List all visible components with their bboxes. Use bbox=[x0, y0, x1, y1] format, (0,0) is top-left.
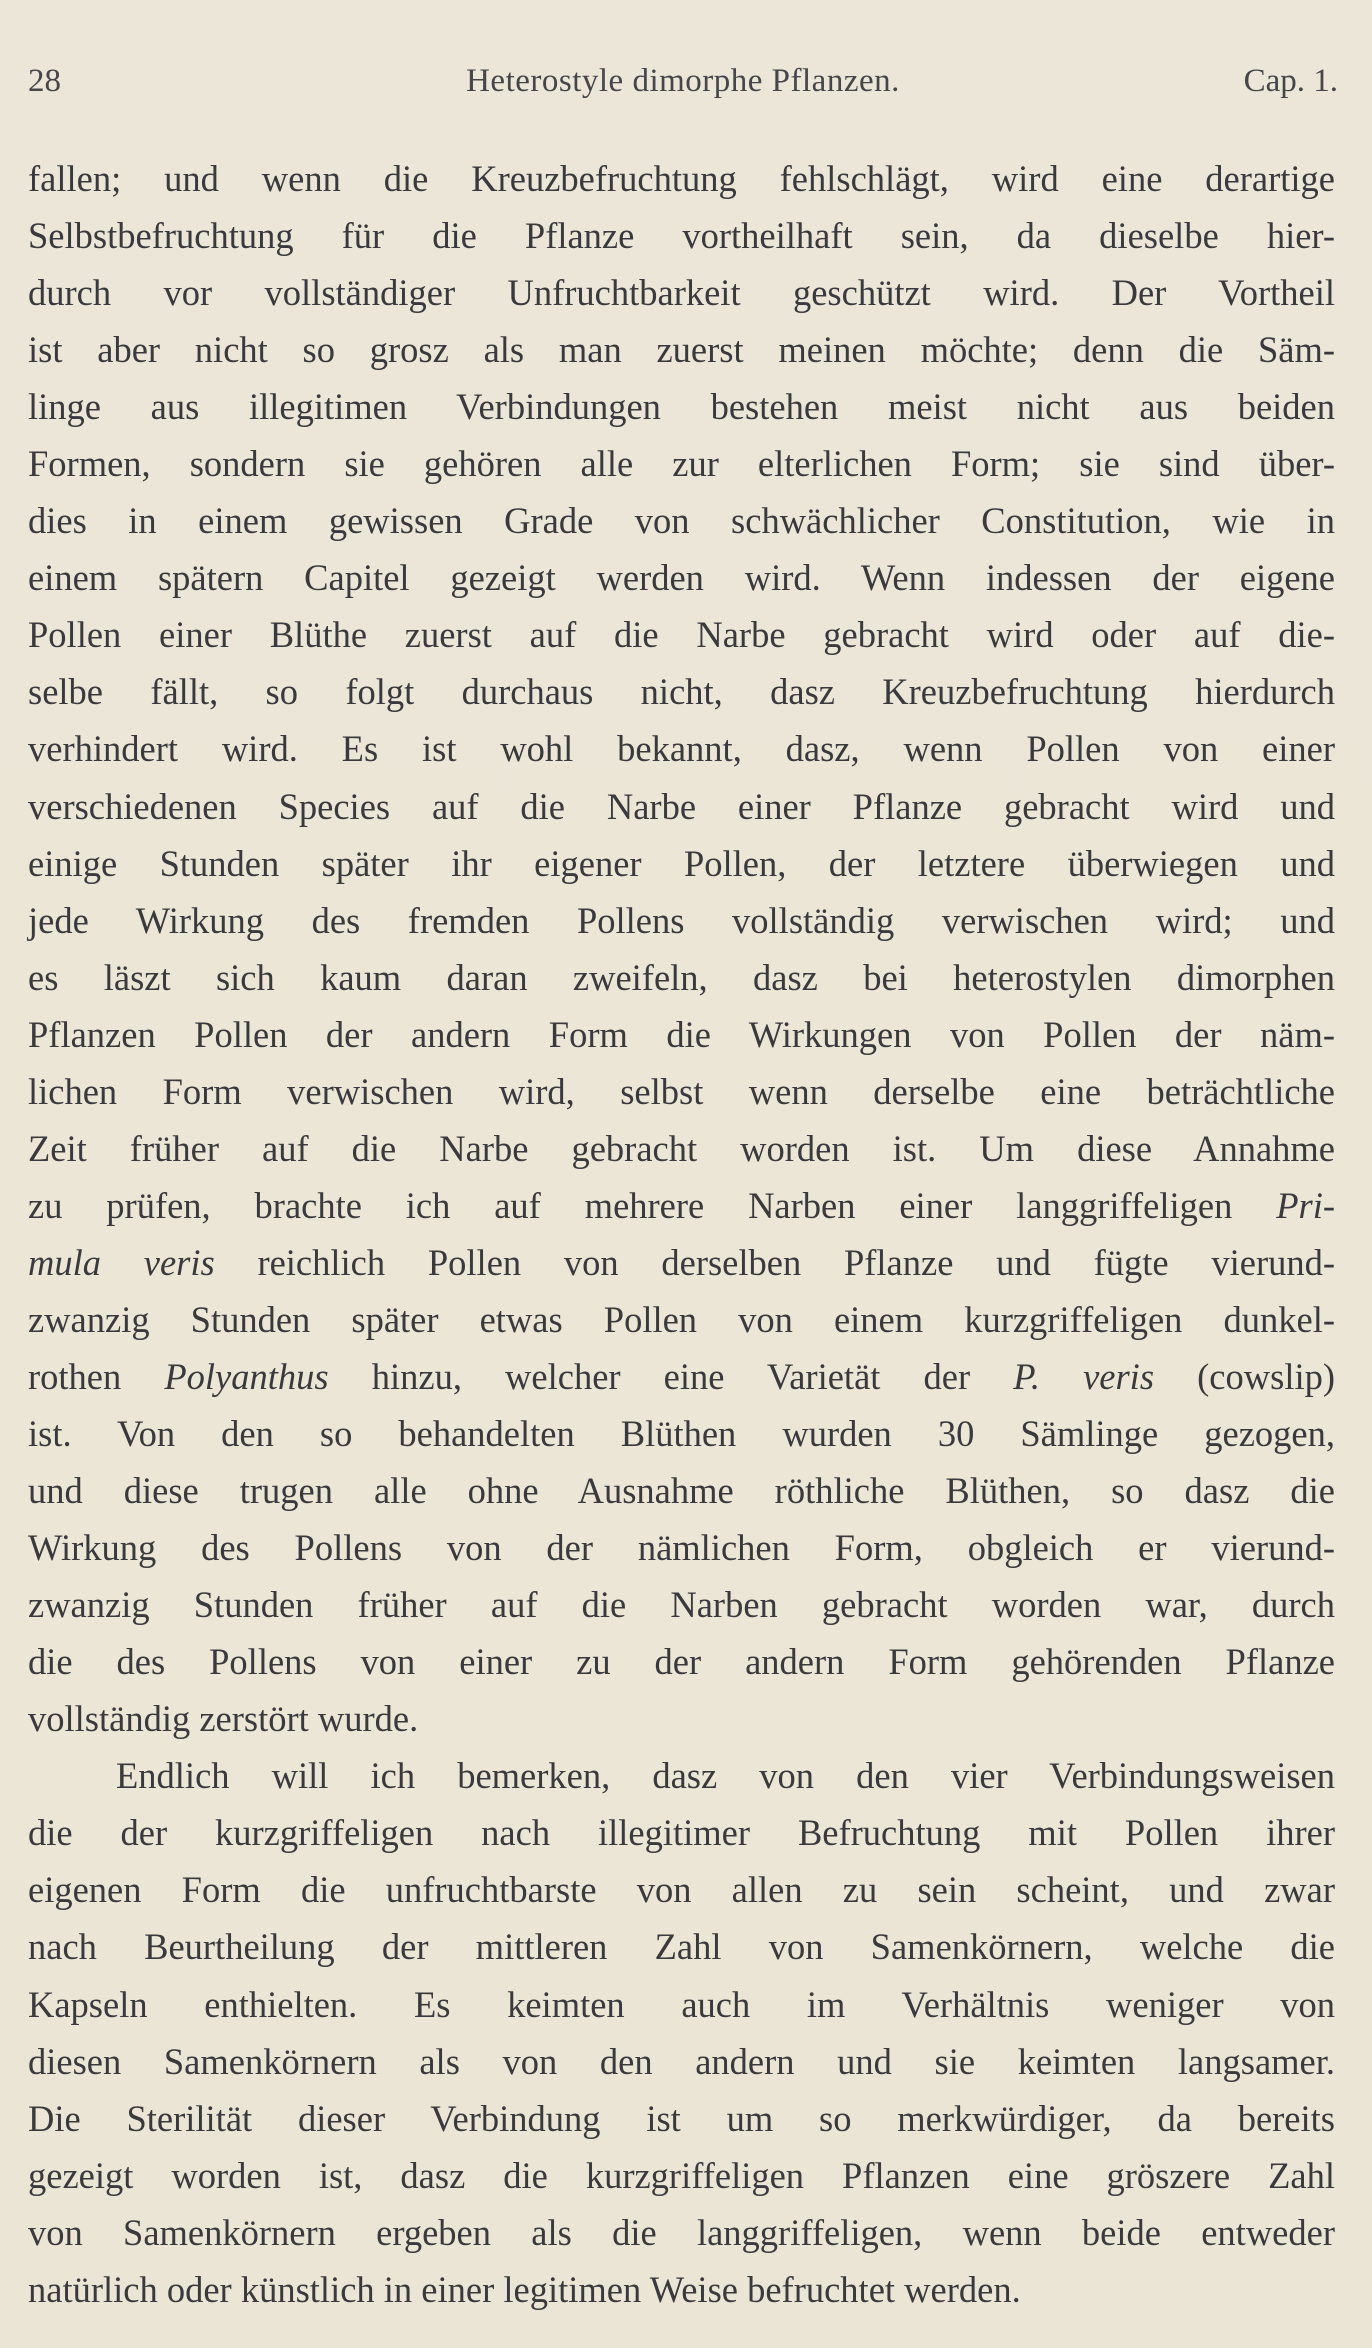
text-segment: reichlich Pollen von derselben Pflanze und fügte vierund- bbox=[214, 1241, 1336, 1283]
italic-term: P. veris bbox=[1013, 1355, 1155, 1397]
text-line: ist aber nicht so grosz als man zuerst meinen möchte; denn die Säm- bbox=[28, 329, 1335, 371]
text-line: natürlich oder künstlich in einer legitimen Weise befruchtet werden. bbox=[28, 2268, 1021, 2310]
body-text bbox=[28, 150, 1335, 2318]
text-line: Endlich will ich bemerken, dasz von den vier Verbindungsweisen bbox=[116, 1755, 1335, 1797]
page-header bbox=[28, 56, 1338, 106]
chapter-label: Cap. 1. bbox=[1243, 63, 1338, 99]
text-line: eigenen Form die unfruchtbarste von allen zu sein scheint, und zwar bbox=[28, 1869, 1335, 1911]
text-line: ist. Von den so behandelten Blüthen wurden 30 Sämlinge gezogen, bbox=[28, 1413, 1335, 1455]
text-line: dies in einem gewissen Grade von schwächlicher Constitution, wie in bbox=[28, 500, 1335, 542]
text-line: Kapseln enthielten. Es keimten auch im Verhältnis weniger von bbox=[28, 1983, 1335, 2025]
text-line: von Samenkörnern ergeben als die langgriffeligen, wenn beide entweder bbox=[28, 2211, 1335, 2253]
text-line: jede Wirkung des fremden Pollens vollständig verwischen wird; und bbox=[28, 899, 1335, 941]
text-line bbox=[28, 1348, 1335, 1405]
text-line: diesen Samenkörnern als von den andern und sie keimten langsamer. bbox=[28, 2040, 1335, 2082]
text-line: einige Stunden später ihr eigener Pollen, der letztere überwiegen und bbox=[28, 842, 1335, 884]
text-line: vollständig zerstört wurde. bbox=[28, 1698, 419, 1740]
text-line: verhindert wird. Es ist wohl bekannt, dasz, wenn Pollen von einer bbox=[28, 728, 1335, 770]
text-line: Wirkung des Pollens von der nämlichen Form, obgleich er vierund- bbox=[28, 1527, 1335, 1569]
text-line: durch vor vollständiger Unfruchtbarkeit geschützt wird. Der Vortheil bbox=[28, 272, 1335, 314]
text-segment: hinzu, welcher eine Varietät der bbox=[328, 1355, 1014, 1397]
text-line: lichen Form verwischen wird, selbst wenn derselbe eine beträchtliche bbox=[28, 1070, 1335, 1112]
text-line: linge aus illegitimen Verbindungen bestehen meist nicht aus beiden bbox=[28, 386, 1335, 428]
text-segment: rothen bbox=[28, 1355, 165, 1397]
text-segment: (cowslip) bbox=[1154, 1355, 1336, 1397]
text-line: zwanzig Stunden später etwas Pollen von einem kurzgriffeligen dunkel- bbox=[28, 1298, 1335, 1340]
text-line: Pflanzen Pollen der andern Form die Wirkungen von Pollen der näm- bbox=[28, 1013, 1335, 1055]
text-line: Die Sterilität dieser Verbindung ist um so merkwürdiger, da bereits bbox=[28, 2097, 1335, 2139]
italic-term: mula veris bbox=[28, 1241, 215, 1283]
text-line: nach Beurtheilung der mittleren Zahl von Samenkörnern, welche die bbox=[28, 1926, 1335, 1968]
page-number: 28 bbox=[28, 63, 61, 99]
text-line: verschiedenen Species auf die Narbe einer Pflanze gebracht wird und bbox=[28, 785, 1335, 827]
running-title: Heterostyle dimorphe Pflanzen. bbox=[466, 63, 900, 99]
text-line: fallen; und wenn die Kreuzbefruchtung fehlschlägt, wird eine derartige bbox=[28, 158, 1335, 199]
text-line: die der kurzgriffeligen nach illegitimer Befruchtung mit Pollen ihrer bbox=[28, 1812, 1335, 1854]
text-line: einem spätern Capitel gezeigt werden wird. Wenn indessen der eigene bbox=[28, 557, 1335, 599]
text-line: Pollen einer Blüthe zuerst auf die Narbe gebracht wird oder auf die- bbox=[28, 614, 1335, 656]
text-line bbox=[28, 1177, 1335, 1234]
text-line: Selbstbefruchtung für die Pflanze vortheilhaft sein, da dieselbe hier- bbox=[28, 215, 1335, 257]
text-line: gezeigt worden ist, dasz die kurzgriffeligen Pflanzen eine gröszere Zahl bbox=[28, 2154, 1335, 2196]
text-line: selbe fällt, so folgt durchaus nicht, dasz Kreuzbefruchtung hierdurch bbox=[28, 671, 1335, 713]
text-segment: zu prüfen, brachte ich auf mehrere Narben einer langgriffeligen bbox=[28, 1184, 1277, 1226]
text-line: es läszt sich kaum daran zweifeln, dasz bei heterostylen dimorphen bbox=[28, 956, 1335, 998]
text-line: zwanzig Stunden früher auf die Narben gebracht worden war, durch bbox=[28, 1584, 1335, 1626]
text-line: Zeit früher auf die Narbe gebracht worden ist. Um diese Annahme bbox=[28, 1127, 1335, 1169]
text-line: die des Pollens von einer zu der andern Form gehörenden Pflanze bbox=[28, 1641, 1335, 1683]
text-line bbox=[28, 1234, 1335, 1291]
text-line: Formen, sondern sie gehören alle zur elterlichen Form; sie sind über- bbox=[28, 443, 1335, 485]
italic-term: Pri- bbox=[1276, 1184, 1335, 1226]
text-line: und diese trugen alle ohne Ausnahme röthliche Blüthen, so dasz die bbox=[28, 1470, 1335, 1512]
italic-term: Polyanthus bbox=[164, 1355, 329, 1397]
